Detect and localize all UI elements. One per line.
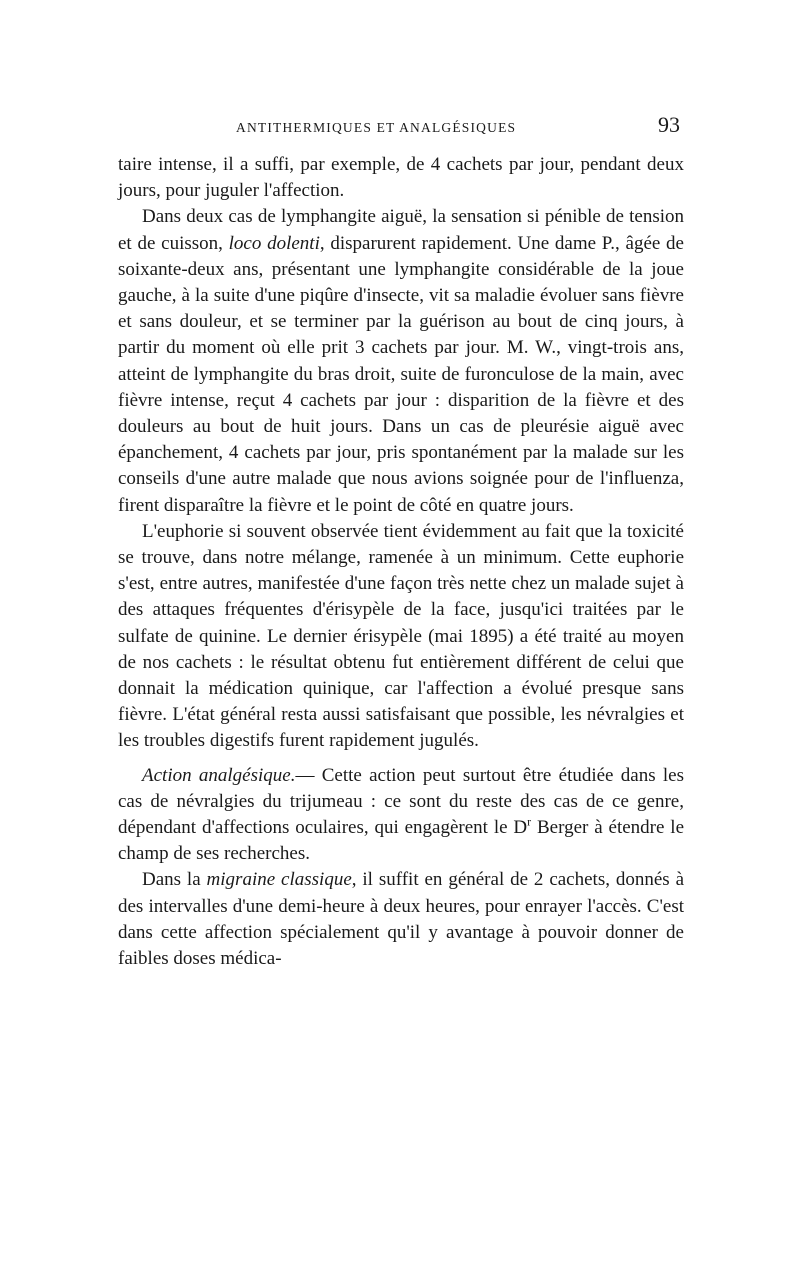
paragraph-migraine bbox=[118, 867, 684, 972]
paragraph-text-end: Berger à étendre le champ de ses recherches. bbox=[118, 817, 684, 865]
paragraph-text-start: Dans la bbox=[142, 869, 207, 891]
page-number: 93 bbox=[658, 112, 680, 137]
paragraph-text: L'euphorie si souvent observée tient évidemment au fait que la toxicité se trouve, dans notre mélange, ramenée à un minimum. Cette euphorie s'est, entre autres, manifestée d'une façon très nette chez un malade sujet à des attaques fréquentes d'érisypèle de la face, jusqu'ici traitées par le sulfate de quinine. Le dernier érisypèle (mai 1895) a été traité au moyen de nos cachets : le résultat obtenu fut entièrement différent de celui que donnait la médication quinique, car l'affection a évolué presque sans fièvre. L'état général resta aussi satisfaisant que possible, les névralgies et les troubles digestifs furent rapidement jugulés. bbox=[118, 520, 684, 752]
paragraph-text-start: — Cette action peut surtout être étudiée dans les cas de névralgies du trijumeau : ce sont du reste des cas de ce genre, dépendant d'affections oculaires, qui engagèrent le D bbox=[118, 764, 684, 839]
paragraph-action-analgesique bbox=[118, 763, 684, 868]
running-head bbox=[118, 112, 684, 146]
body-text bbox=[118, 152, 684, 972]
paragraph-text-start: Dans deux cas de lymphangite aiguë, la sensation si pénible de tension et de cuisson, bbox=[118, 206, 684, 254]
italic-phrase: loco dolenti bbox=[228, 232, 320, 254]
running-title: ANTITHERMIQUES ET ANALGÉSIQUES bbox=[236, 120, 517, 135]
paragraph-text: taire intense, il a suffi, par exemple, de 4 cachets par jour, pendant deux jours, pour juguler l'affection. bbox=[118, 154, 684, 202]
paragraph-text-end: , il suffit en général de 2 cachets, donnés à des intervalles d'une demi-heure à deux heures, pour enrayer l'accès. C'est dans cette affection spécialement qu'il y avantage à pouvoir donner de faibles doses médica- bbox=[118, 869, 685, 970]
section-heading-italic: Action analgésique. bbox=[142, 764, 296, 786]
paragraph-text-end: , disparurent rapidement. Une dame P., âgée de soixante-deux ans, présentant une lymphangite considérable de la joue gauche, à la suite d'une piqûre d'insecte, vit sa maladie évoluer sans fièvre et sans douleur, et se terminer par la guérison au bout de cinq jours, à partir du moment où elle prit 3 cachets par jour. M. W., vingt-trois ans, atteint de lymphangite du bras droit, suite de furonculose de la main, avec fièvre intense, reçut 4 cachets par jour : disparition de la fièvre et des douleurs au bout de huit jours. Dans un cas de pleurésie aiguë avec épanchement, 4 cachets par jour, pris spontanément par la malade sur les conseils d'une autre malade que nous avions soignée pour de l'influenza, firent disparaître la fièvre et le point de côté en quatre jours. bbox=[118, 232, 684, 516]
paragraph-euphorie bbox=[118, 519, 684, 755]
book-page bbox=[118, 112, 684, 972]
paragraph-continuation bbox=[118, 152, 684, 204]
paragraph-lymphangite bbox=[118, 204, 684, 518]
italic-phrase: migraine classique bbox=[206, 869, 352, 891]
superscript: r bbox=[527, 814, 532, 829]
